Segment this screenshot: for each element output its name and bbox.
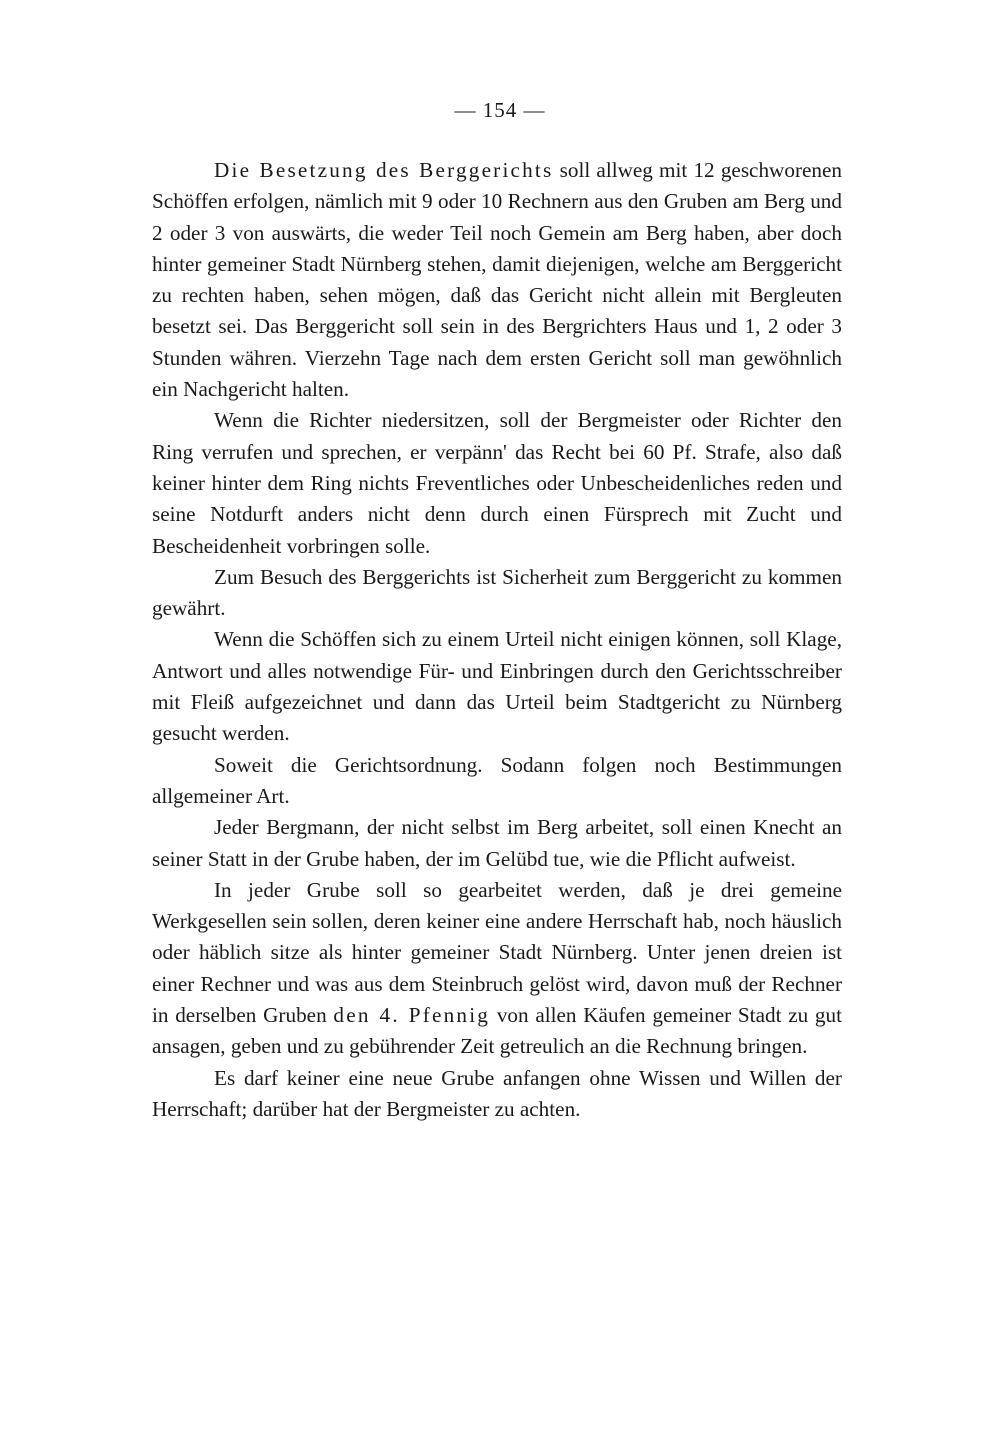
paragraph-mine-workers <box>152 875 842 1063</box>
paragraph-miner-servant: Jeder Bergmann, der nicht selbst im Berg arbeitet, soll einen Knecht an seiner Statt in der Grube haben, der im Gelübd tue, wie die Pflicht aufweist. <box>152 815 842 871</box>
paragraph-judgment-appeal: Wenn die Schöffen sich zu einem Urteil nicht einigen können, soll Klage, Antwort und alles notwendige Für- und Einbringen durch den Gerichtsschreiber mit Fleiß aufgezeichnet und dann das Urteil beim Stadtgericht zu Nürnberg gesucht werden. <box>152 627 842 746</box>
paragraph-court-opening: Wenn die Richter niedersitzen, soll der Bergmeister oder Richter den Ring verrufen und sprechen, er verpänn' das Recht bei 60 Pf. Strafe, also daß keiner hinter dem Ring nichts Freventliches oder Unbescheidenliches reden und seine Notdurft anders nicht denn durch einen Fürsprech mit Zucht und Bescheidenheit vorbringen solle. <box>152 408 842 558</box>
spaced-emphasis: den 4. Pfennig <box>333 1003 491 1028</box>
page-number: — 154 — <box>454 98 546 122</box>
paragraph-text: In jeder Grube soll so gearbeitet werden, daß je drei gemeine Werkgesellen sein sollen, deren keiner eine andere Herrschaft hab, noch häuslich oder häblich sitze als hinter gemeiner Stadt Nürnberg. Unter jenen dreien ist einer Rechner und was aus dem Steinbruch gelöst wird, davon muß der Rechner in derselben Gruben <box>152 877 842 1028</box>
body-text <box>152 155 842 1125</box>
paragraph-general-rules: Soweit die Gerichtsordnung. Sodann folgen noch Bestimmungen allgemeiner Art. <box>152 752 842 808</box>
paragraph-safe-conduct: Zum Besuch des Berggerichts ist Sicherheit zum Berggericht zu kommen gewährt. <box>152 564 842 621</box>
spaced-emphasis: Die Besetzung des Berggerichts <box>214 158 554 182</box>
paragraph-text: soll allweg mit 12 geschworenen Schöffen erfolgen, nämlich mit 9 oder 10 Rechnern aus den Gruben am Berg und 2 oder 3 von auswärts, die weder Teil noch Gemein am Berg haben, aber doch hinter gemeiner Stadt Nürnberg stehen, damit diejenigen, welche am Berggericht zu rechten haben, sehen mögen, daß das Gericht nicht allein mit Bergleuten besetzt sei. Das Berggericht soll sein in des Bergrichters Haus und 1, 2 oder 3 Stunden währen. Vierzehn Tage nach dem ersten Gericht soll man gewöhnlich ein Nachgericht halten. <box>152 158 843 402</box>
paragraph-court-composition <box>152 155 842 405</box>
paragraph-new-mine: Es darf keiner eine neue Grube anfangen ohne Wissen und Willen der Herrschaft; darüber hat der Bergmeister zu achten. <box>152 1065 842 1121</box>
paragraph-text: von allen Käufen gemeiner Stadt zu gut ansagen, geben und zu gebührender Zeit getreulich an die Rechnung bringen. <box>152 1003 843 1059</box>
